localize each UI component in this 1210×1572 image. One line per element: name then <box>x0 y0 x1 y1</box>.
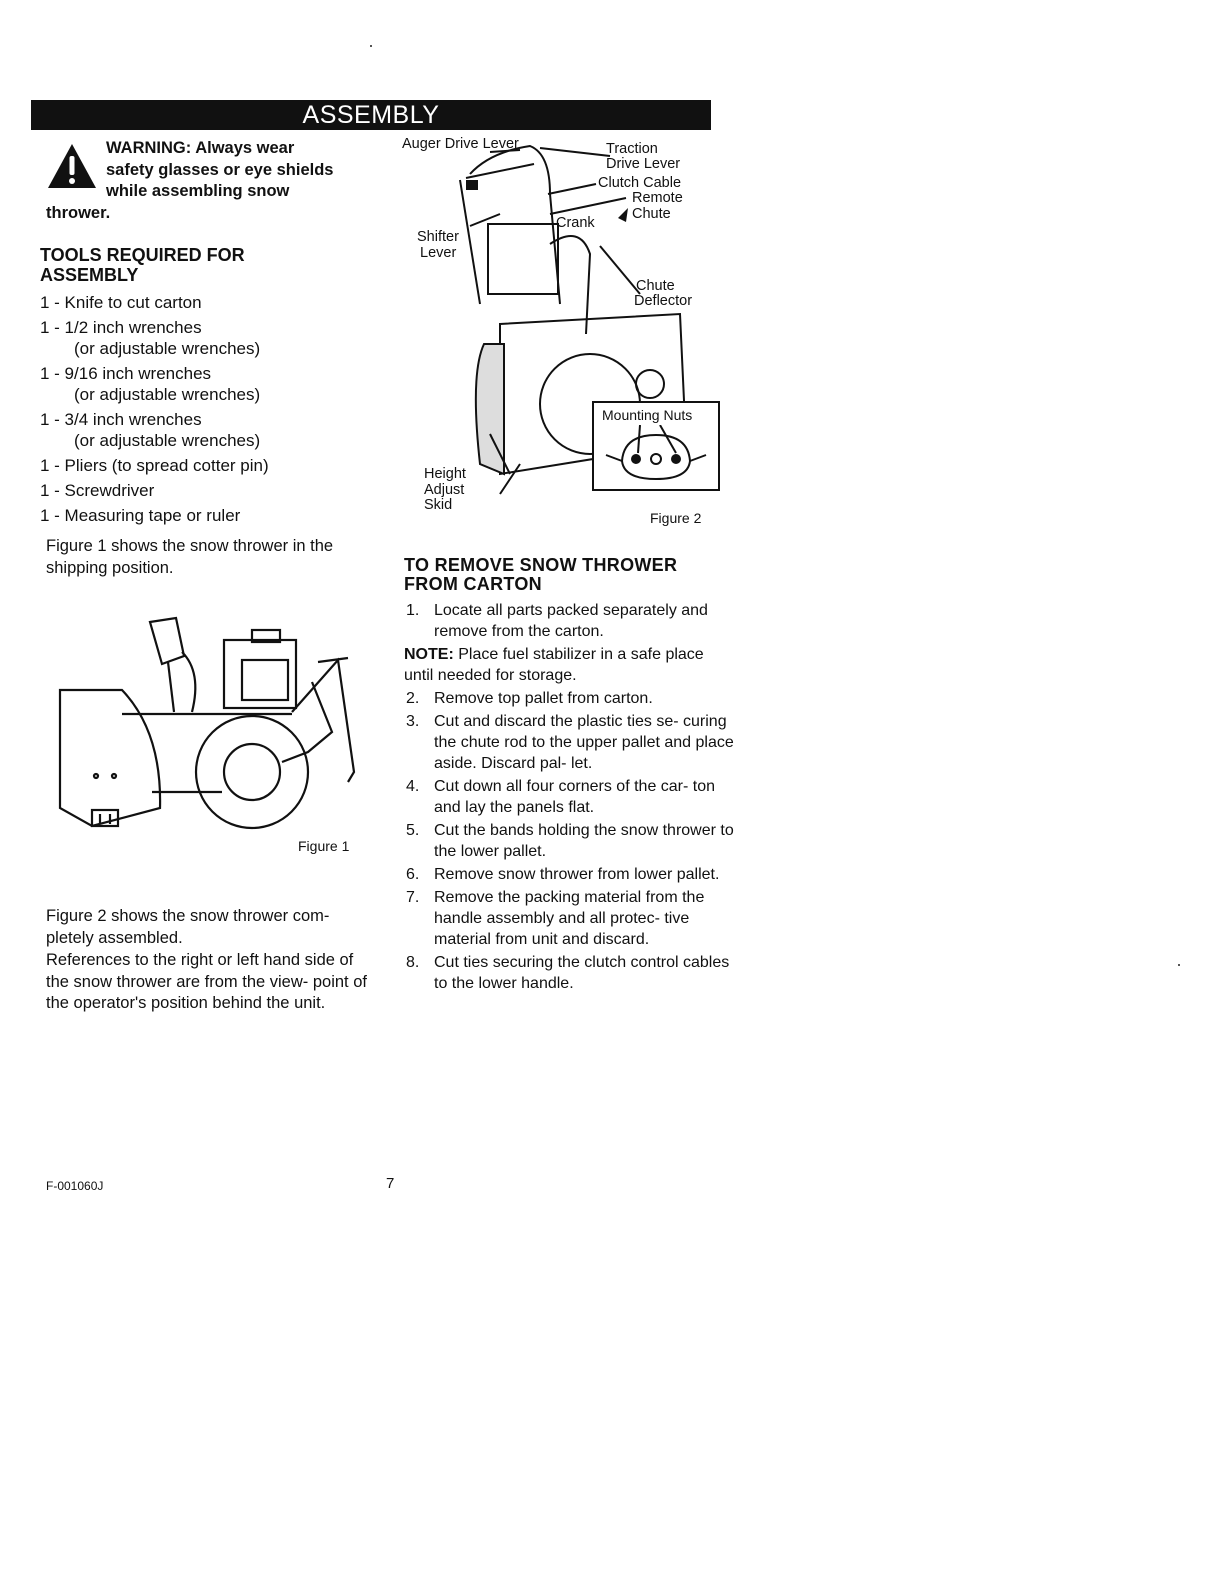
step-item <box>404 711 734 774</box>
note-label: NOTE: <box>404 646 454 663</box>
step-text: Locate all parts packed separately and remove from the carton. <box>434 602 708 640</box>
mounting-nuts-inset <box>592 401 720 491</box>
callout-clutch-cable: Clutch Cable <box>598 175 682 191</box>
callout-traction: Traction <box>606 141 658 157</box>
tools-heading <box>40 245 370 285</box>
figure2-intro: Figure 2 shows the snow thrower com- pletely assembled. <box>46 907 330 947</box>
callout-lever: Lever <box>420 245 457 261</box>
step-text: Cut ties securing the clutch control cables to the lower handle. <box>434 954 730 992</box>
step-text: Remove the packing material from the handle assembly and all protec- tive material from unit and discard. <box>434 889 705 948</box>
tool-item <box>40 292 380 313</box>
step-item <box>404 887 734 950</box>
tool-text: 1 - 3/4 inch wrenches <box>40 410 202 429</box>
step-text: Cut the bands holding the snow thrower to the lower pallet. <box>434 822 734 860</box>
tool-text: 1 - Pliers (to spread cotter pin) <box>40 456 269 475</box>
remove-heading-line: FROM CARTON <box>404 574 542 594</box>
step-number: 5. <box>406 822 420 839</box>
step-text: Cut and discard the plastic ties se- curing the chute rod to the upper pallet and place aside. Discard pal- let. <box>434 713 734 772</box>
figure2-references: References to the right or left hand side of the snow thrower are from the view- point of the operator's position behind the unit. <box>46 951 367 1012</box>
warning-line: thrower. <box>46 203 111 222</box>
section-header: ASSEMBLY <box>31 100 711 130</box>
step-item <box>404 688 734 709</box>
safety-warning <box>46 138 376 224</box>
remove-heading <box>404 556 734 594</box>
step-text: Cut down all four corners of the car- ton and lay the panels flat. <box>434 778 716 816</box>
note-text: Place fuel stabilizer in a safe place until needed for storage. <box>404 646 704 684</box>
step-number: 8. <box>406 954 420 971</box>
tool-item <box>40 455 380 476</box>
tools-heading-line: TOOLS REQUIRED FOR <box>40 245 245 265</box>
callout-chute-deflector: Chute <box>636 278 675 294</box>
step-number: 1. <box>406 602 420 619</box>
figure2-caption: Figure 2 <box>650 510 702 526</box>
step-number: 4. <box>406 778 420 795</box>
callout-drive-lever: Drive Lever <box>606 156 681 172</box>
tools-heading-line: ASSEMBLY <box>40 265 139 285</box>
tools-list <box>40 292 380 530</box>
callout-chute: Chute <box>632 206 671 222</box>
figure1-intro: Figure 1 shows the snow thrower in the shipping position. <box>46 537 334 577</box>
speck <box>1178 964 1180 966</box>
figure1-illustration <box>52 612 362 842</box>
callout-adjust: Adjust <box>424 482 465 498</box>
remove-heading-line: TO REMOVE SNOW THROWER <box>404 555 678 575</box>
warning-line: WARNING: Always wear <box>106 139 295 157</box>
step-text: Remove snow thrower from lower pallet. <box>434 866 720 883</box>
remove-steps <box>404 600 734 996</box>
warning-line: while assembling snow <box>106 182 290 200</box>
tool-item <box>40 363 380 405</box>
callout-shifter: Shifter <box>417 229 459 245</box>
step-number: 3. <box>406 713 420 730</box>
step-number: 2. <box>406 690 420 707</box>
step-item <box>404 820 734 862</box>
tool-text: 1 - Knife to cut carton <box>40 293 202 312</box>
tool-item <box>40 480 380 501</box>
callout-mounting-nuts: Mounting Nuts <box>602 407 693 423</box>
figure1-caption: Figure 1 <box>298 838 350 854</box>
step-item <box>404 864 734 885</box>
tool-subtext: (or adjustable wrenches) <box>74 339 261 358</box>
tool-item <box>40 317 380 359</box>
callout-auger-drive-lever: Auger Drive Lever <box>402 136 519 152</box>
step-text: Remove top pallet from carton. <box>434 690 653 707</box>
step-number: 6. <box>406 866 420 883</box>
callout-height: Height <box>424 466 466 482</box>
callout-crank: Crank <box>556 215 595 231</box>
tool-item <box>40 505 380 526</box>
tool-text: 1 - Screwdriver <box>40 481 155 500</box>
callout-remote: Remote <box>632 190 683 206</box>
page-number: 7 <box>386 1175 395 1192</box>
callout-skid: Skid <box>424 497 453 513</box>
mounting-nuts-detail <box>600 425 712 485</box>
callout-deflector: Deflector <box>634 293 693 309</box>
step-item <box>404 952 734 994</box>
step-number: 7. <box>406 889 420 906</box>
tool-item <box>40 409 380 451</box>
tool-subtext: (or adjustable wrenches) <box>74 431 261 450</box>
tool-text: 1 - 1/2 inch wrenches <box>40 318 202 337</box>
tool-text: 1 - 9/16 inch wrenches <box>40 364 212 383</box>
step-item <box>404 600 734 642</box>
document-code: F-001060J <box>46 1179 104 1193</box>
tool-text: 1 - Measuring tape or ruler <box>40 506 241 525</box>
note <box>404 644 734 686</box>
warning-line: safety glasses or eye shields <box>106 160 334 179</box>
tool-subtext: (or adjustable wrenches) <box>74 385 261 404</box>
speck <box>370 45 372 47</box>
step-item <box>404 776 734 818</box>
